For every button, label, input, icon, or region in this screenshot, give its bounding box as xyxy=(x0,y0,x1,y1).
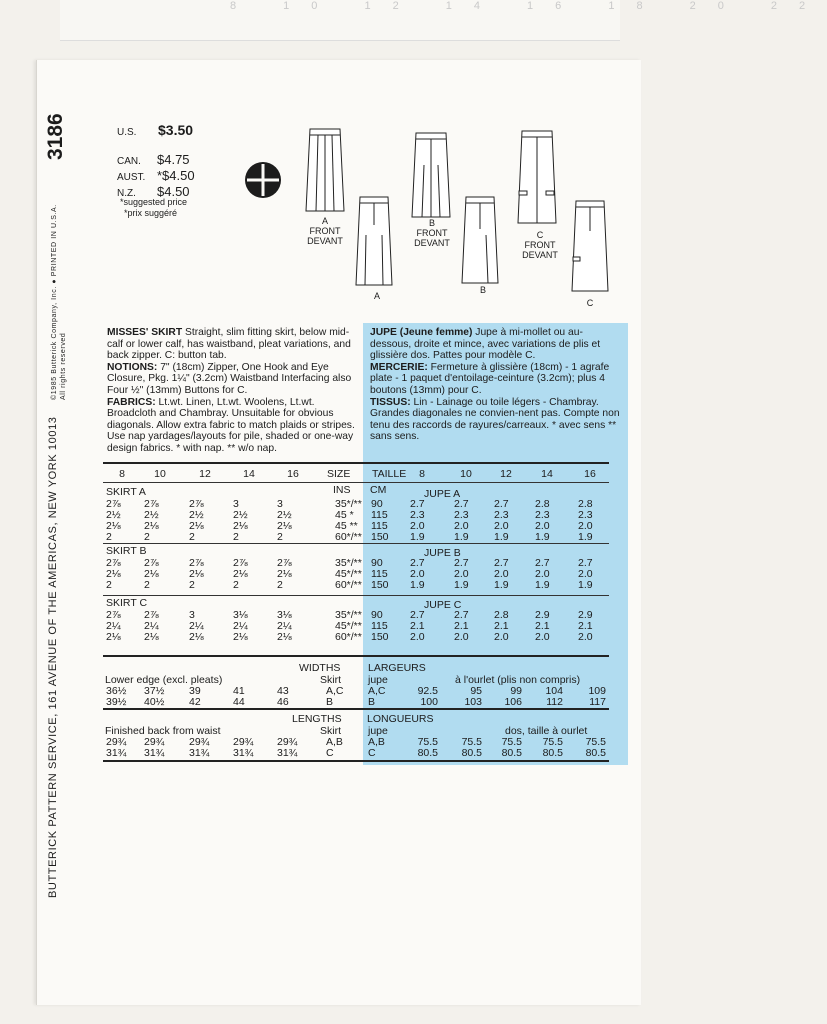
meterage-cell: 2.7 xyxy=(410,498,425,510)
length-view-fr: A,B xyxy=(368,736,385,748)
length-fr-cell: 80.5 xyxy=(501,747,522,759)
yardage-cell: 2½ xyxy=(144,509,159,521)
width-inches: 35*/** xyxy=(335,557,362,569)
width-inches: 45*/** xyxy=(335,620,362,632)
width-fr-cell: 104 xyxy=(545,685,563,697)
width-cm: 115 xyxy=(371,520,388,532)
width-inches: 60*/** xyxy=(335,531,362,543)
envelope-flap xyxy=(60,0,827,41)
length-us-cell: 29¾ xyxy=(106,736,127,748)
yardage-cell: 2⅞ xyxy=(106,609,121,621)
meterage-cell: 1.9 xyxy=(454,579,469,591)
meterage-cell: 2.0 xyxy=(410,631,425,643)
width-fr-cell: 99 xyxy=(510,685,522,697)
meterage-cell: 1.9 xyxy=(535,531,550,543)
length-fr-cell: 80.5 xyxy=(461,747,482,759)
lengths-caption: Finished back from waist xyxy=(105,725,221,737)
yardage-cell: 2⅛ xyxy=(144,520,159,532)
yardage-cell: 2½ xyxy=(189,509,204,521)
meterage-cell: 1.9 xyxy=(494,579,509,591)
table-top-rule xyxy=(103,462,609,464)
taille-header: TAILLE xyxy=(372,468,407,480)
size-us-8: 8 xyxy=(119,468,125,480)
description-fabrics: FABRICS: Lt.wt. Linen, Lt.wt. Woolens, Lt.wt. Broadcloth and Chambray. Unsuitable for obvious diagonals. Allow extra fabric to match plaids or stripes. Use nap yardages/layouts for pile, shaded or one-way design fabrics. * with nap. ** w/o nap. xyxy=(107,396,355,454)
yardage-cell: 2⅛ xyxy=(106,520,121,532)
description-intro: MISSES' SKIRT Straight, slim fitting skirt, below mid-calf or lower calf, has waistband, pleat variations, and back zipper. C: button tab. xyxy=(107,327,351,362)
meterage-cell: 2.0 xyxy=(494,568,509,580)
lengths-title: LENGTHS xyxy=(292,713,342,725)
meterage-cell: 2.3 xyxy=(578,509,593,521)
yardage-cell: 2¼ xyxy=(144,620,159,632)
meterage-cell: 2.7 xyxy=(410,557,425,569)
meterage-cell: 2.7 xyxy=(454,557,469,569)
yardage-cell: 2¼ xyxy=(106,620,121,632)
size-fr-14: 14 xyxy=(541,468,553,480)
width-cm: 150 xyxy=(371,631,389,643)
cm-header: CM xyxy=(370,484,387,496)
section-name: SKIRT A xyxy=(106,486,146,498)
width-us-cell: 43 xyxy=(277,685,289,697)
widths-caption-fr: à l'ourlet (plis non compris) xyxy=(455,674,581,686)
yardage-cell: 2¼ xyxy=(233,620,248,632)
meterage-cell: 2.0 xyxy=(535,520,550,532)
service-address: BUTTERICK PATTERN SERVICE, 161 AVENUE OF THE AMERICAS, NEW YORK 10013 xyxy=(47,416,59,898)
meterage-cell: 1.9 xyxy=(578,531,593,543)
meterage-cell: 2.0 xyxy=(578,520,593,532)
meterage-cell: 2.1 xyxy=(535,620,550,632)
width-fr-cell: 112 xyxy=(546,696,563,708)
yardage-cell: 3⅛ xyxy=(233,609,248,621)
view-c-back-label: C xyxy=(586,298,594,308)
width-fr-cell: 95 xyxy=(470,685,482,697)
yardage-cell: 2⅛ xyxy=(144,631,159,643)
width-us-cell: 46 xyxy=(277,696,289,708)
meterage-cell: 2.3 xyxy=(494,509,509,521)
yardage-cell: 2 xyxy=(189,531,195,543)
section-name-fr: JUPE A xyxy=(424,488,461,500)
yardage-cell: 2½ xyxy=(106,509,121,521)
price-aust: AUST. *$4.50 xyxy=(117,168,195,183)
yardage-cell: 2 xyxy=(144,531,150,543)
length-fr-cell: 75.5 xyxy=(542,736,563,748)
price-can: CAN. $4.75 xyxy=(117,152,190,167)
section-name-fr: JUPE C xyxy=(424,599,462,611)
yardage-cell: 2⅞ xyxy=(144,498,159,510)
meterage-cell: 2.0 xyxy=(578,631,593,643)
pattern-number: 3186 xyxy=(44,113,67,160)
description-notions: NOTIONS: 7" (18cm) Zipper, One Hook and Eye Closure, Pkg. 1¼" (3.2cm) Waistband Interfacing also Four ½" (13mm) Buttons for C. xyxy=(107,361,352,396)
width-cm: 115 xyxy=(371,568,388,580)
width-cm: 115 xyxy=(371,620,388,632)
yardage-cell: 2⅛ xyxy=(277,631,292,643)
width-view: B xyxy=(326,696,334,708)
meterage-cell: 2.0 xyxy=(454,568,469,580)
section-name: SKIRT B xyxy=(106,545,147,557)
description-french xyxy=(370,327,622,443)
width-cm: 90 xyxy=(371,498,383,510)
section-rule-1 xyxy=(103,543,609,544)
meterage-cell: 2.7 xyxy=(410,609,425,621)
widths-title: WIDTHS xyxy=(299,662,341,674)
size-us-14: 14 xyxy=(243,468,255,480)
flap-size-numbers: 8 10 12 14 16 18 20 22 xyxy=(230,0,827,12)
meterage-cell: 2.7 xyxy=(494,498,509,510)
yardage-cell: 3 xyxy=(233,498,239,510)
longueurs-title: LONGUEURS xyxy=(367,713,434,725)
width-view: A,C xyxy=(326,685,344,697)
yardage-cell: 2 xyxy=(144,579,150,591)
meterage-cell: 2.0 xyxy=(535,631,550,643)
view-b-front-label: B FRONT DEVANT xyxy=(414,218,450,248)
yardage-cell: 2⅞ xyxy=(189,557,204,569)
length-fr-cell: 75.5 xyxy=(417,736,438,748)
yardage-cell: 2⅞ xyxy=(106,498,121,510)
meterage-cell: 1.9 xyxy=(410,579,425,591)
yardage-cell: 2⅛ xyxy=(106,631,121,643)
meterage-cell: 2.3 xyxy=(454,509,469,521)
meterage-cell: 2.1 xyxy=(454,620,469,632)
yardage-cell: 2⅞ xyxy=(233,557,248,569)
meterage-cell: 2.1 xyxy=(578,620,593,632)
meterage-cell: 2.8 xyxy=(494,609,509,621)
size-fr-12: 12 xyxy=(500,468,512,480)
meterage-cell: 2.7 xyxy=(454,498,469,510)
width-inches: 35*/** xyxy=(335,498,362,510)
meterage-cell: 2.3 xyxy=(535,509,550,521)
meterage-cell: 1.9 xyxy=(494,531,509,543)
yardage-cell: 2 xyxy=(189,579,195,591)
width-inches: 45 ** xyxy=(335,520,358,532)
yardage-cell: 2 xyxy=(233,531,239,543)
meterage-cell: 1.9 xyxy=(535,579,550,591)
size-us-10: 10 xyxy=(154,468,166,480)
size-fr-10: 10 xyxy=(460,468,472,480)
description-fr-mercerie: MERCERIE: Fermeture à glissière (18cm) - 1 agrafe plate - 1 paquet d'entoilage-ceinture (3.2cm); plus 4 boutons (13mm) pour C. xyxy=(370,361,610,396)
length-fr-cell: 75.5 xyxy=(501,736,522,748)
meterage-cell: 1.9 xyxy=(578,579,593,591)
width-us-cell: 41 xyxy=(233,685,245,697)
length-us-cell: 29¾ xyxy=(189,736,210,748)
yardage-cell: 2⅞ xyxy=(106,557,121,569)
width-fr-cell: 117 xyxy=(589,696,606,708)
length-fr-cell: 75.5 xyxy=(585,736,606,748)
meterage-cell: 2.0 xyxy=(410,520,425,532)
lengths-caption-fr: dos, taille à ourlet xyxy=(505,725,588,737)
table-bottom-rule xyxy=(103,760,609,762)
lengths-jupe-label: jupe xyxy=(368,725,388,737)
width-inches: 45*/** xyxy=(335,568,362,580)
width-cm: 90 xyxy=(371,609,383,621)
copyright-line: ©1985 Butterick Company, Inc. ● PRINTED IN U.S.A. xyxy=(51,204,58,400)
size-header: SIZE xyxy=(327,468,351,480)
price-us: U.S. $3.50 xyxy=(117,122,194,138)
description-fr-intro: JUPE (Jeune femme) Jupe à mi-mollet ou au-dessous, droite et mince, avec variations de plis et glissière dos. Pattes pour modèle C. xyxy=(370,327,601,362)
meterage-cell: 1.9 xyxy=(454,531,469,543)
width-view-fr: A,C xyxy=(368,685,386,697)
largeurs-title: LARGEURS xyxy=(368,662,426,674)
length-fr-cell: 80.5 xyxy=(542,747,563,759)
yardage-cell: 2⅛ xyxy=(189,631,204,643)
meterage-cell: 2.7 xyxy=(494,557,509,569)
size-us-16: 16 xyxy=(287,468,299,480)
length-us-cell: 31¾ xyxy=(144,747,165,759)
yardage-cell: 2½ xyxy=(277,509,292,521)
meterage-cell: 2.0 xyxy=(578,568,593,580)
view-c-front-label: C FRONT DEVANT xyxy=(522,230,558,260)
yardage-cell: 2 xyxy=(106,531,112,543)
meterage-cell: 2.1 xyxy=(494,620,509,632)
length-view-fr: C xyxy=(368,747,376,759)
lengths-rule xyxy=(103,708,609,710)
widths-jupe-label: jupe xyxy=(368,674,388,686)
length-fr-cell: 80.5 xyxy=(417,747,438,759)
meterage-cell: 2.0 xyxy=(454,631,469,643)
yardage-cell: 2⅛ xyxy=(277,520,292,532)
widths-skirt-label: Skirt xyxy=(320,674,341,686)
widths-caption: Lower edge (excl. pleats) xyxy=(105,674,223,686)
meterage-cell: 2.1 xyxy=(410,620,425,632)
length-us-cell: 29¾ xyxy=(144,736,165,748)
meterage-cell: 2.7 xyxy=(578,557,593,569)
yardage-cell: 2⅛ xyxy=(189,568,204,580)
meterage-cell: 2.7 xyxy=(535,557,550,569)
header-rule xyxy=(103,482,609,483)
yardage-cell: 3 xyxy=(277,498,283,510)
width-us-cell: 44 xyxy=(233,696,245,708)
yardage-cell: 2⅞ xyxy=(189,498,204,510)
length-us-cell: 29¾ xyxy=(233,736,254,748)
width-inches: 35*/** xyxy=(335,609,362,621)
suggested-price-en: *suggested price xyxy=(120,197,188,207)
yardage-cell: 2 xyxy=(233,579,239,591)
size-fr-16: 16 xyxy=(584,468,596,480)
meterage-cell: 2.0 xyxy=(410,568,425,580)
width-us-cell: 39 xyxy=(189,685,201,697)
meterage-cell: 2.8 xyxy=(535,498,550,510)
width-inches: 60*/** xyxy=(335,579,362,591)
meterage-cell: 2.8 xyxy=(578,498,593,510)
yardage-cell: 2⅛ xyxy=(233,631,248,643)
view-a-front-label: A FRONT DEVANT xyxy=(307,216,343,246)
size-fr-8: 8 xyxy=(419,468,425,480)
meterage-cell: 2.9 xyxy=(578,609,593,621)
view-a-back-label: A xyxy=(373,291,380,301)
yardage-cell: 2¼ xyxy=(277,620,292,632)
suggested-price-fr: *prix suggéré xyxy=(124,208,178,218)
section-name-fr: JUPE B xyxy=(424,547,461,559)
yardage-cell: 2 xyxy=(277,531,283,543)
width-fr-cell: 103 xyxy=(464,696,482,708)
length-fr-cell: 80.5 xyxy=(585,747,606,759)
meterage-cell: 2.9 xyxy=(535,609,550,621)
yardage-cell: 2⅛ xyxy=(233,568,248,580)
yardage-cell: 2 xyxy=(106,579,112,591)
ins-header: INS xyxy=(333,484,351,496)
yardage-cell: 2⅞ xyxy=(144,557,159,569)
yardage-cell: 2 xyxy=(277,579,283,591)
meterage-cell: 1.9 xyxy=(410,531,425,543)
width-cm: 150 xyxy=(371,531,389,543)
length-us-cell: 31¾ xyxy=(233,747,254,759)
description-fr-tissus: TISSUS: Lin - Lainage ou toile légers - Chambray. Grandes diagonales ne convien-nent pas. Compte non tenu des raccords de rayures/carreaux. * avec sens ** sans sens. xyxy=(370,396,620,443)
yardage-cell: 2⅞ xyxy=(277,557,292,569)
price-nz: N.Z. $4.50 xyxy=(117,184,190,199)
width-inches: 60*/** xyxy=(335,631,362,643)
description-english xyxy=(107,327,359,455)
widths-rule xyxy=(103,655,609,657)
section-name: SKIRT C xyxy=(106,597,148,609)
section-rule-2 xyxy=(103,595,609,596)
length-view: A,B xyxy=(326,736,343,748)
yardage-cell: 2⅛ xyxy=(189,520,204,532)
width-fr-cell: 106 xyxy=(504,696,522,708)
meterage-cell: 2.0 xyxy=(535,568,550,580)
length-us-cell: 31¾ xyxy=(106,747,127,759)
width-view-fr: B xyxy=(368,696,376,708)
width-cm: 115 xyxy=(371,509,388,521)
meterage-cell: 2.0 xyxy=(494,520,509,532)
width-us-cell: 39½ xyxy=(106,696,127,708)
yardage-cell: 2⅛ xyxy=(106,568,121,580)
width-fr-cell: 100 xyxy=(420,696,438,708)
yardage-cell: 2⅛ xyxy=(144,568,159,580)
width-us-cell: 42 xyxy=(189,696,201,708)
meterage-cell: 2.0 xyxy=(494,631,509,643)
width-cm: 90 xyxy=(371,557,383,569)
yardage-cell: 3⅛ xyxy=(277,609,292,621)
meterage-cell: 2.3 xyxy=(410,509,425,521)
length-fr-cell: 75.5 xyxy=(461,736,482,748)
crosshair-icon xyxy=(243,160,283,200)
view-b-back-label: B xyxy=(479,285,486,295)
yardage-cell: 2½ xyxy=(233,509,248,521)
width-us-cell: 36½ xyxy=(106,685,127,697)
width-us-cell: 40½ xyxy=(144,696,165,708)
skirt-views-illustration xyxy=(300,125,630,315)
length-us-cell: 31¾ xyxy=(189,747,210,759)
yardage-cell: 2⅛ xyxy=(277,568,292,580)
width-fr-cell: 92.5 xyxy=(417,685,438,697)
meterage-cell: 2.7 xyxy=(454,609,469,621)
width-fr-cell: 109 xyxy=(588,685,606,697)
length-us-cell: 31¾ xyxy=(277,747,298,759)
lengths-skirt-label: Skirt xyxy=(320,725,341,737)
width-inches: 45 * xyxy=(335,509,354,521)
length-us-cell: 29¾ xyxy=(277,736,298,748)
yardage-cell: 2⅛ xyxy=(233,520,248,532)
length-view: C xyxy=(326,747,334,759)
yardage-cell: 2⅞ xyxy=(144,609,159,621)
width-cm: 150 xyxy=(371,579,389,591)
rights-line: All rights reserved xyxy=(60,332,67,400)
yardage-cell: 3 xyxy=(189,609,195,621)
width-us-cell: 37½ xyxy=(144,685,165,697)
size-us-12: 12 xyxy=(199,468,211,480)
meterage-cell: 2.0 xyxy=(454,520,469,532)
yardage-cell: 2¼ xyxy=(189,620,204,632)
